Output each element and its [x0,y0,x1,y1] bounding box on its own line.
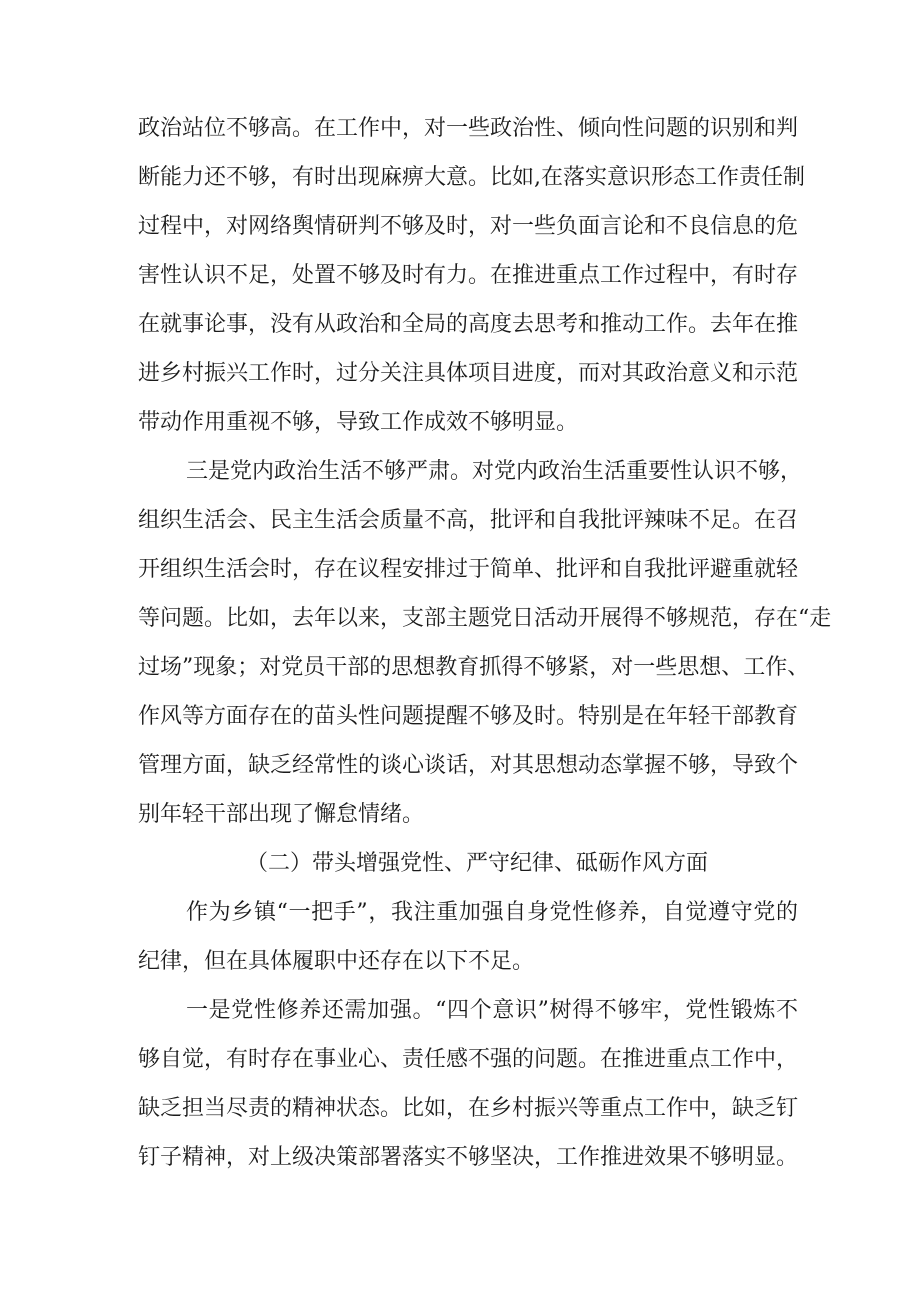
paragraph-line: 断能力还不够，有时出现麻痹大意。比如,在落实意识形态工作责任制 [138,165,805,190]
paragraph-line: 一是党性修养还需加强。“四个意识”树得不够牢，党性锻炼不 [186,998,798,1023]
section-heading: （二）带头增强党性、严守纪律、砥砺作风方面 [246,851,709,876]
paragraph-line: 别年轻干部出现了懈怠情绪。 [138,802,425,827]
paragraph-line: 三是党内政治生活不够严肃。对党内政治生活重要性认识不够， [186,459,803,484]
paragraph-line: 过程中，对网络舆情研判不够及时，对一些负面言论和不良信息的危 [138,214,799,239]
paragraph-line: 等问题。比如，去年以来，支部主题党日活动开展得不够规范，存在“走 [138,606,832,631]
paragraph-line: 够自觉，有时存在事业心、责任感不强的问题。在推进重点工作中， [138,1047,799,1072]
paragraph-line: 管理方面，缺乏经常性的谈心谈话，对其思想动态掌握不够，导致个 [138,753,799,778]
paragraph-line: 带动作用重视不够，导致工作成效不够明显。 [138,410,579,435]
paragraph-line: 缺乏担当尽责的精神状态。比如，在乡村振兴等重点工作中，缺乏钉 [138,1096,799,1121]
paragraph-line: 在就事论事，没有从政治和全局的高度去思考和推动工作。去年在推 [138,312,799,337]
paragraph-line: 开组织生活会时，存在议程安排过于简单、批评和自我批评避重就轻 [138,557,799,582]
paragraph-line: 钉子精神，对上级决策部署落实不够坚决，工作推进效果不够明显。 [138,1145,799,1170]
paragraph-line: 政治站位不够高。在工作中，对一些政治性、倾向性问题的识别和判 [138,116,799,141]
paragraph-line: 进乡村振兴工作时，过分关注具体项目进度，而对其政治意义和示范 [138,361,799,386]
paragraph-line: 作风等方面存在的苗头性问题提醒不够及时。特别是在年轻干部教育 [138,704,799,729]
paragraph-line: 作为乡镇“一把手”，我注重加强自身党性修养，自觉遵守党的 [186,900,798,925]
paragraph-line: 纪律，但在具体履职中还存在以下不足。 [138,949,535,974]
paragraph-line: 害性认识不足，处置不够及时有力。在推进重点工作过程中，有时存 [138,263,799,288]
paragraph-line: 过场”现象；对党员干部的思想教育抓得不够紧，对一些思想、工作、 [138,655,810,680]
paragraph-line: 组织生活会、民主生活会质量不高，批评和自我批评辣味不足。在召 [138,508,799,533]
